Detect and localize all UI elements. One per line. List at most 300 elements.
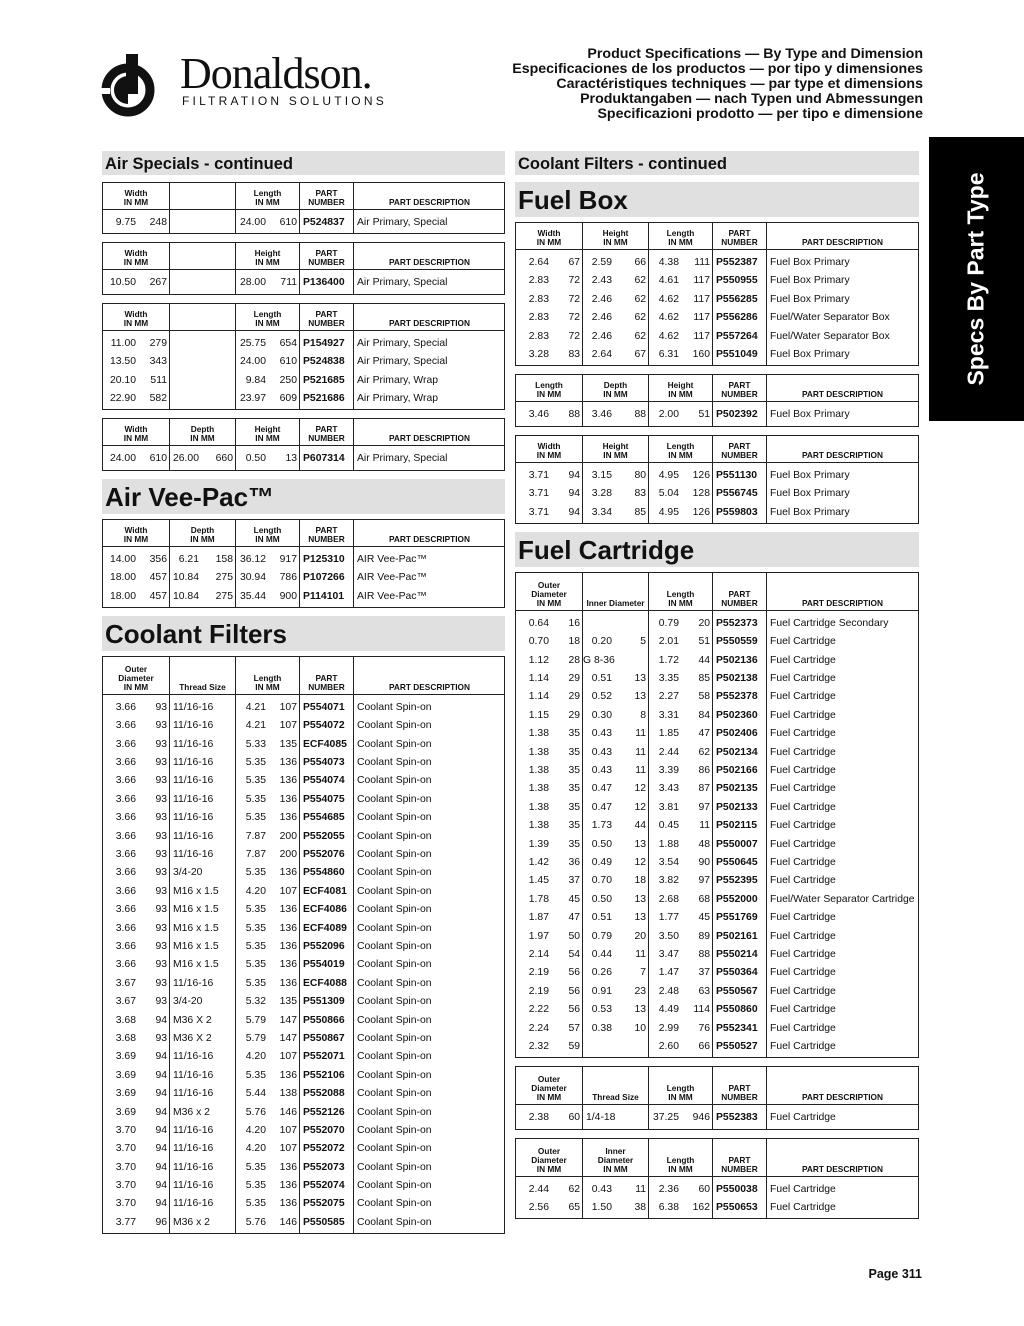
header-line-1: Length [253, 524, 282, 535]
cell-value: 12 [634, 856, 646, 868]
cell-value: 0.50 [245, 453, 266, 465]
part-number: P607314 [303, 453, 345, 465]
cell-value: 786 [279, 572, 297, 584]
header-label [103, 526, 169, 544]
cell-value: 136 [279, 922, 297, 934]
header-label [354, 535, 505, 544]
table-row [103, 772, 504, 790]
part-description: AIR Vee-Pac™ [357, 553, 427, 565]
cell-value: 3.71 [528, 488, 549, 500]
header-label [300, 674, 353, 692]
header-cell [170, 243, 236, 269]
part-number: P552126 [303, 1106, 345, 1118]
cell-value: 3.66 [115, 830, 136, 842]
part-number: P550038 [716, 1183, 758, 1195]
cell-value: 0.53 [591, 1004, 612, 1016]
cell-value: 5.35 [245, 940, 266, 952]
cell-value [583, 1038, 615, 1056]
cell-value: 94 [155, 1161, 167, 1173]
part-number: P554685 [303, 812, 345, 824]
cell-value: 147 [279, 1032, 297, 1044]
header-line-1: Length [666, 1154, 695, 1165]
header-label [516, 1147, 582, 1174]
cell-value: 50 [568, 930, 580, 942]
cell-value: 6.38 [658, 1202, 679, 1214]
cell-value: 200 [279, 849, 297, 861]
part-number: P557264 [716, 330, 758, 342]
table-header [103, 419, 504, 446]
part-description: Fuel Cartridge [770, 709, 836, 721]
header-cell [354, 304, 505, 330]
cell-value: 93 [155, 793, 167, 805]
part-number: P552073 [303, 1161, 345, 1173]
cell-value: 136 [279, 1069, 297, 1081]
cell-value: 2.64 [528, 257, 549, 268]
part-description: Coolant Spin-on [357, 793, 432, 805]
cell-value: 582 [149, 392, 167, 404]
table-body [103, 547, 504, 607]
cell-value: 4.20 [245, 885, 266, 897]
cell-value: 4.62 [658, 312, 679, 324]
cell-value [202, 353, 236, 371]
cell-value: 0.47 [591, 783, 612, 795]
table-row [516, 1181, 918, 1199]
part-description: Coolant Spin-on [357, 1198, 432, 1210]
cell-value: 107 [279, 720, 297, 732]
cell-value: 9.84 [245, 374, 266, 386]
cell-value: 44 [634, 820, 646, 832]
header-line-2: IN MM [123, 317, 149, 328]
header-label [516, 1075, 582, 1102]
part-number: P550866 [303, 1014, 345, 1026]
part-description: Coolant Spin-on [357, 1216, 432, 1228]
part-number: P550214 [716, 948, 758, 960]
header-label [713, 1084, 766, 1102]
cell-value: 2.83 [528, 275, 549, 287]
cell-value: 4.95 [658, 506, 679, 518]
cell-value: 94 [155, 1180, 167, 1192]
header-cell [354, 243, 505, 269]
part-description: Fuel Box Primary [770, 257, 850, 268]
cell-value: 136 [279, 1180, 297, 1192]
cell-value: 1.47 [658, 967, 679, 979]
cell-value: 3.81 [658, 801, 679, 813]
header-cell [236, 419, 300, 445]
cell-value: 6.31 [658, 348, 679, 360]
header-line-1: PART [728, 440, 751, 451]
header-line-1: Height [254, 424, 281, 435]
table-row [516, 1020, 918, 1038]
header-label [354, 319, 505, 328]
cell-value: M16 x 1.5 [173, 940, 219, 952]
header-cell [649, 1067, 713, 1104]
header-cell [713, 573, 767, 610]
cell-value: 93 [155, 720, 167, 732]
header-line-2: NUMBER [308, 533, 345, 544]
header-line-1: PART [728, 380, 751, 391]
cell-value: 1.39 [528, 838, 549, 850]
cell-value: 0.51 [591, 673, 612, 685]
cell-value: 80 [634, 469, 646, 481]
cell-value: 5.76 [245, 1216, 266, 1228]
cell-value: 0.50 [591, 893, 612, 905]
header-cell [170, 520, 236, 546]
cell-value: 2.46 [591, 312, 612, 324]
table-row [103, 993, 504, 1011]
cell-value: 7 [640, 967, 646, 979]
cell-value: 38 [634, 1202, 646, 1214]
cell-value: 2.36 [658, 1183, 679, 1195]
part-number: P552075 [303, 1198, 345, 1210]
table-row [103, 1177, 504, 1195]
header-label [713, 442, 766, 460]
table-row [103, 1085, 504, 1103]
cell-value: 51 [698, 409, 710, 421]
header-cell [713, 375, 767, 401]
cell-value: 93 [155, 812, 167, 824]
header-cell [354, 183, 505, 209]
part-description: Fuel Cartridge [770, 985, 836, 997]
header-cell [103, 304, 170, 330]
part-description: Fuel/Water Separator Box [770, 312, 890, 324]
table-row [103, 1048, 504, 1066]
cell-value: 2.46 [591, 330, 612, 342]
header-cell [354, 419, 505, 445]
cell-value: 11/16-16 [173, 1143, 214, 1155]
cell-value: 136 [279, 1198, 297, 1210]
part-number: P552341 [716, 1022, 758, 1034]
cell-value: 86 [698, 765, 710, 777]
cell-value: 1.38 [528, 765, 549, 777]
cell-value: 147 [279, 1014, 297, 1026]
header-line-1: Length [535, 380, 563, 391]
cell-value: 62 [634, 275, 646, 287]
header-cell [516, 436, 583, 462]
cell-value: 2.19 [528, 967, 549, 979]
cell-value: 9.75 [115, 217, 136, 228]
part-number: P552072 [303, 1143, 345, 1155]
header-label [236, 249, 299, 267]
cell-value: 107 [279, 701, 297, 713]
cell-value [170, 390, 202, 408]
cell-value: 146 [279, 1106, 297, 1118]
header-line-1: Width [124, 248, 148, 259]
part-number: P502392 [716, 409, 758, 421]
part-number: P136400 [303, 277, 345, 289]
part-number: P524837 [303, 217, 345, 228]
part-description: Coolant Spin-on [357, 977, 432, 989]
cell-value: 72 [568, 330, 580, 342]
cell-value: 660 [215, 453, 233, 465]
cell-value: 5.32 [245, 996, 266, 1008]
header-label [103, 189, 169, 207]
cell-value: 3.31 [658, 709, 679, 721]
cell-value: 2.99 [658, 1022, 679, 1034]
table-body [103, 446, 504, 469]
header-line-1: PART [728, 1154, 751, 1165]
part-description: Coolant Spin-on [357, 849, 432, 861]
title-en: Product Specifications — By Type and Dimension [587, 46, 923, 62]
cell-value: 5.33 [245, 738, 266, 750]
part-number: P107266 [303, 572, 345, 584]
header-label [583, 1147, 648, 1174]
table-row [103, 1012, 504, 1030]
table-row [516, 309, 918, 327]
cell-value: 3.66 [115, 849, 136, 861]
cell-value: 3.66 [115, 738, 136, 750]
table-row [516, 254, 918, 272]
part-number: P556745 [716, 488, 758, 500]
part-description: Fuel Box Primary [770, 488, 850, 500]
header-cell [236, 183, 300, 209]
part-description: Coolant Spin-on [357, 1014, 432, 1026]
part-number: P502406 [716, 728, 758, 740]
part-description: Fuel Cartridge [770, 1040, 836, 1052]
cell-value: 146 [279, 1216, 297, 1228]
header-line-1: PART [315, 524, 338, 535]
header-line-2: IN MM [255, 197, 280, 207]
section-bar: Coolant Filters - continued [515, 151, 919, 175]
cell-value: 94 [155, 1106, 167, 1118]
cell-value: 37.25 [652, 1112, 679, 1124]
cell-value [202, 390, 236, 408]
header-line-2: Thread Size [179, 681, 226, 692]
table-header [103, 243, 504, 270]
header-cell [103, 183, 170, 209]
cell-value: 6.21 [178, 553, 199, 565]
cell-value: 37 [698, 967, 710, 979]
part-description: Air Primary, Special [357, 453, 448, 465]
table-row [516, 872, 918, 890]
cell-value: 5.79 [245, 1032, 266, 1044]
cell-value: 0.45 [658, 820, 679, 832]
cell-value: 94 [155, 1088, 167, 1100]
header-cell [170, 657, 236, 694]
table-row [516, 1199, 918, 1217]
header-label [103, 249, 169, 267]
header-cell [767, 1139, 918, 1176]
cell-value: 10.50 [109, 277, 136, 289]
cell-value: 0.38 [591, 1022, 612, 1034]
header-line-2: IN MM [123, 197, 149, 207]
cell-value: 24.00 [109, 453, 136, 465]
cell-value: 13 [634, 691, 646, 703]
header-cell [649, 375, 713, 401]
part-number: ECF4088 [303, 977, 347, 989]
cell-value: 5.35 [245, 904, 266, 916]
table-body [103, 695, 504, 1233]
cell-value: 0.51 [591, 912, 612, 924]
cell-value: 35 [568, 746, 580, 758]
part-number: P552373 [716, 617, 758, 629]
header-line-2: PART DESCRIPTION [389, 681, 470, 692]
part-description: Coolant Spin-on [357, 940, 432, 952]
header-line-1: Length [253, 672, 282, 683]
header-label [767, 1165, 918, 1174]
cell-value: 12 [634, 801, 646, 813]
cell-value: 36.12 [239, 553, 266, 565]
cell-value: 5.76 [245, 1106, 266, 1118]
cell-value: 2.83 [528, 312, 549, 324]
header-line-2: NUMBER [721, 389, 758, 400]
header-line-2: PART DESCRIPTION [802, 597, 883, 608]
header-cell [170, 304, 236, 330]
header-cell [583, 375, 649, 401]
cell-value: 117 [693, 330, 710, 342]
donaldson-emblem-icon [100, 54, 150, 112]
header-line-2: IN MM [603, 1163, 628, 1174]
table-row [516, 891, 918, 909]
cell-value: 3.68 [115, 1032, 136, 1044]
header-cell [300, 183, 354, 209]
cell-value: 136 [279, 940, 297, 952]
part-number: P521686 [303, 392, 345, 404]
header-line-2: IN MM [123, 533, 149, 544]
table-header [103, 657, 504, 695]
header-line-2: Inner Diameter [586, 597, 645, 608]
cell-value: 11/16-16 [173, 1069, 214, 1081]
header-label [236, 425, 299, 443]
cell-value: 83 [634, 488, 646, 500]
cell-value: 136 [279, 775, 297, 787]
spec-table [515, 1066, 919, 1129]
part-description: Air Primary, Special [357, 217, 448, 228]
cell-value: 11/16-16 [173, 1051, 214, 1063]
part-number: P125310 [303, 553, 345, 565]
header-cell [583, 1139, 649, 1176]
table-row [103, 551, 504, 569]
cell-value: 1/4-18 [586, 1112, 616, 1124]
table-row [516, 836, 918, 854]
table-row [103, 214, 504, 232]
table-header [103, 520, 504, 547]
cell-value: 356 [149, 553, 167, 565]
cell-value: 88 [634, 409, 646, 421]
page-number: Page 311 [868, 1267, 922, 1281]
part-description: Fuel Cartridge [770, 636, 836, 648]
cell-value: 14.00 [109, 553, 136, 565]
part-number: P554073 [303, 757, 345, 769]
cell-value: 35 [568, 765, 580, 777]
part-number: P552000 [716, 893, 758, 905]
cell-value: 59 [568, 1040, 580, 1052]
part-number: P552088 [303, 1088, 345, 1100]
cell-value: 76 [698, 1022, 710, 1034]
table-row [103, 956, 504, 974]
cell-value: 4.61 [658, 275, 679, 287]
part-number: P502135 [716, 783, 758, 795]
cell-value: 12 [634, 783, 646, 795]
cell-value: 29 [568, 673, 580, 685]
spec-table [102, 519, 505, 608]
header-cell [713, 223, 767, 249]
header-cell [649, 1139, 713, 1176]
table-row [103, 335, 504, 353]
cell-value: 11 [699, 820, 710, 832]
header-label [713, 590, 766, 608]
table-row [103, 353, 504, 371]
part-description: Fuel Box Primary [770, 469, 850, 481]
part-number: P550567 [716, 985, 758, 997]
cell-value: 72 [568, 312, 580, 324]
cell-value: 7.87 [245, 830, 266, 842]
cell-value: 60 [698, 1183, 710, 1195]
header-line-2: IN MM [123, 433, 149, 444]
header-cell [300, 243, 354, 269]
header-line-2: PART DESCRIPTION [802, 1092, 883, 1103]
header-line-1: Width [124, 308, 148, 319]
header-line-2: IN MM [668, 449, 693, 460]
title-it: Specificazioni prodotto — per tipo e dimensione [597, 106, 923, 122]
table-body [516, 611, 918, 1057]
cell-value: 2.83 [528, 293, 549, 305]
cell-value: 93 [155, 977, 167, 989]
cell-value: 711 [280, 277, 297, 289]
table-row [516, 854, 918, 872]
part-number: P554019 [303, 959, 345, 971]
header-label [103, 310, 169, 328]
cell-value: 275 [215, 572, 233, 584]
header-line-2: IN MM [255, 257, 280, 268]
header-line-2: IN MM [536, 597, 562, 608]
header-label [300, 425, 353, 443]
header-line-1: Length [253, 188, 282, 198]
part-number: ECF4089 [303, 922, 347, 934]
part-description: Fuel Cartridge [770, 728, 836, 740]
header-label [170, 526, 235, 544]
part-number: P524838 [303, 356, 345, 368]
cell-value: 18 [568, 636, 580, 648]
cell-value: 3.54 [658, 856, 679, 868]
cell-value: 2.83 [528, 330, 549, 342]
header-cell [236, 520, 300, 546]
table-row [516, 504, 918, 522]
cell-value: 3.82 [658, 875, 679, 887]
part-description: Coolant Spin-on [357, 757, 432, 769]
part-description: Coolant Spin-on [357, 959, 432, 971]
part-number: P552395 [716, 875, 758, 887]
title-es: Especificaciones de los productos — por tipo y dimensiones [512, 61, 923, 77]
cell-value: 88 [698, 948, 710, 960]
cell-value: 18.00 [109, 572, 136, 584]
spec-table [102, 303, 505, 411]
table-row [516, 688, 918, 706]
cell-value: 16 [568, 617, 580, 629]
header-line-1: Length [666, 588, 695, 599]
part-number: P552070 [303, 1124, 345, 1136]
cell-value: 160 [692, 348, 710, 360]
spec-table [515, 1138, 919, 1220]
cell-value: 3.46 [528, 409, 549, 421]
header-line-1: PART [728, 1083, 751, 1094]
cell-value: 117 [693, 312, 710, 324]
cell-value: 0.26 [591, 967, 612, 979]
part-description: Coolant Spin-on [357, 1180, 432, 1192]
cell-value: 1.38 [528, 746, 549, 758]
table-row [103, 1122, 504, 1140]
header-cell [103, 520, 170, 546]
cell-value: 0.43 [591, 1183, 612, 1195]
cell-value: 66 [698, 1040, 710, 1052]
header-cell [170, 183, 236, 209]
cell-value: 3.67 [115, 996, 136, 1008]
cell-value: 3.66 [115, 904, 136, 916]
cell-value [583, 615, 615, 633]
cell-value: 20.10 [109, 374, 136, 386]
table-body [516, 1105, 918, 1128]
table-row [516, 1038, 918, 1056]
header-label [354, 198, 505, 207]
